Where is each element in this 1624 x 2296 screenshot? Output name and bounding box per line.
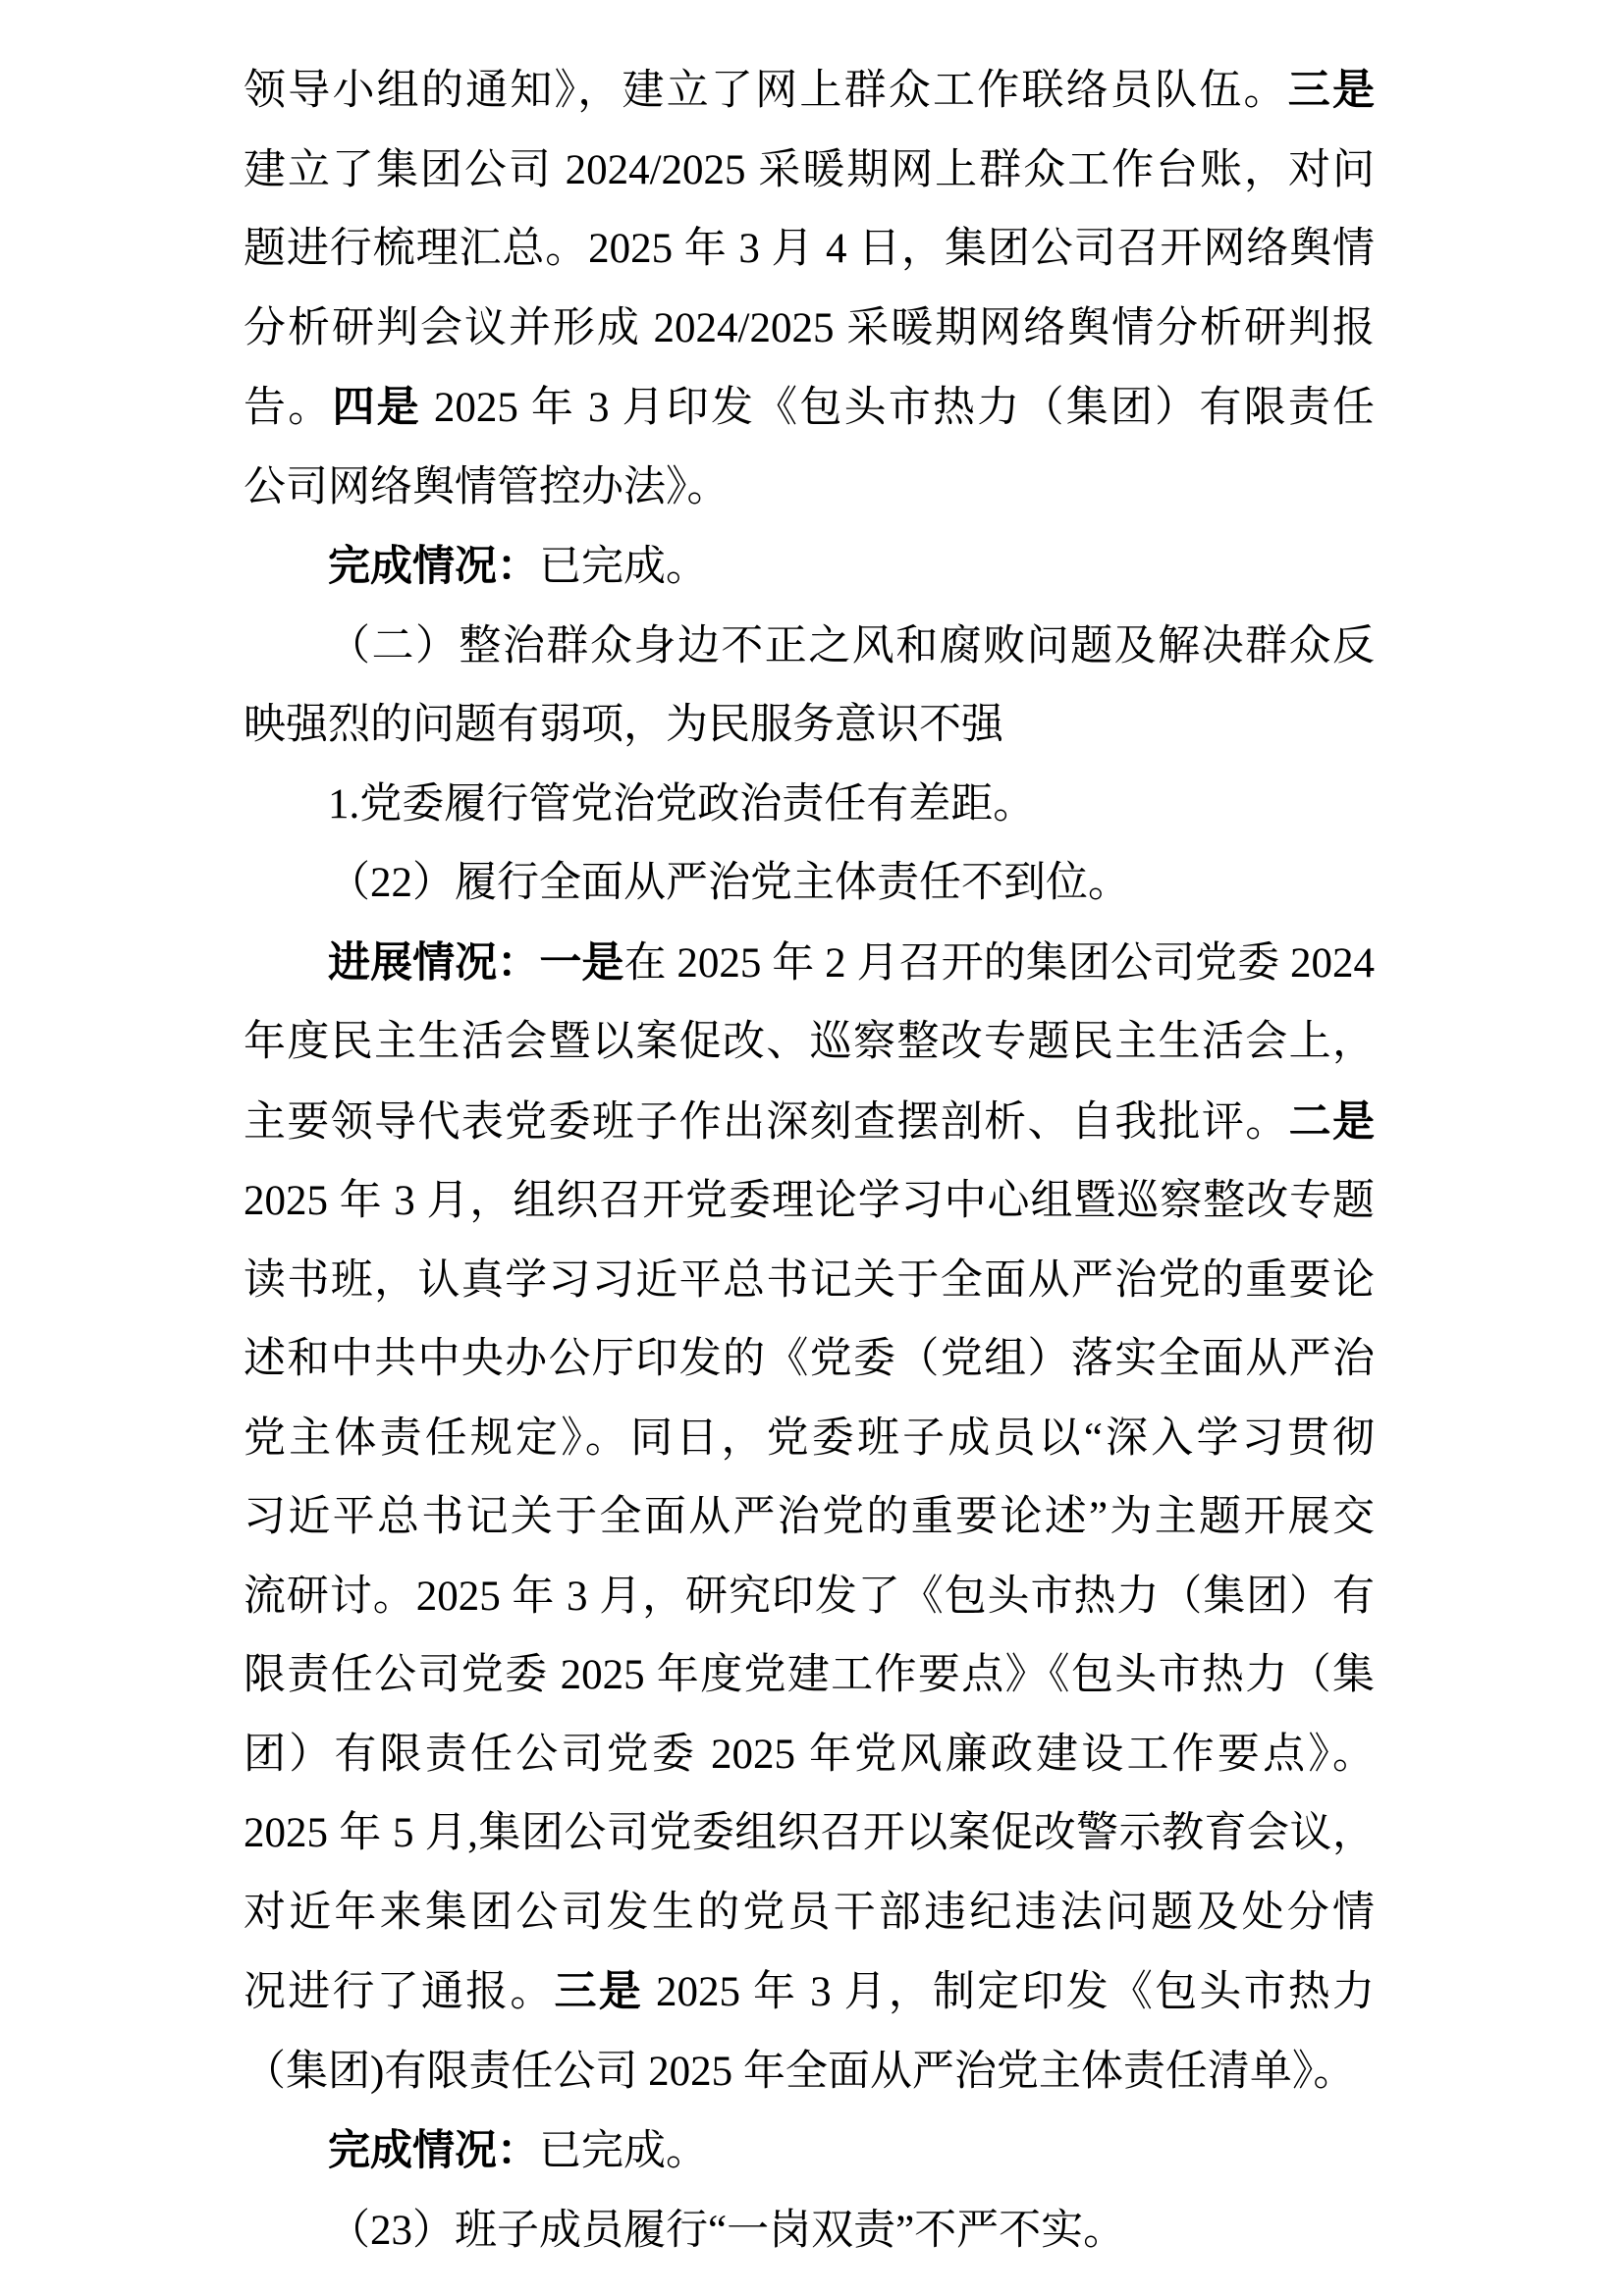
text-line: [244, 1794, 1375, 1874]
text-line: [244, 1083, 1375, 1163]
text-line: [244, 1636, 1375, 1716]
text-line: [244, 449, 1375, 528]
text-line: [244, 766, 1375, 845]
text-line: [244, 1320, 1375, 1400]
emphasis-segment: 四是: [332, 384, 421, 431]
text-line: [244, 1716, 1375, 1795]
text-line: [244, 686, 1375, 766]
text-segment: 习近平总书记关于全面从严治党的重要论述”为主题开展交: [244, 1494, 1375, 1540]
text-line: [244, 1874, 1375, 1953]
text-line: [244, 210, 1375, 290]
text-segment: 分析研判会议并形成 2024/2025 采暖期网络舆情分析研判报: [244, 304, 1375, 351]
text-segment: 况进行了通报。: [244, 1969, 555, 2015]
text-line: [244, 290, 1375, 369]
text-line: [244, 2111, 1375, 2192]
emphasis-segment: 完成情况：: [328, 543, 539, 590]
text-segment: 映强烈的问题有弱项，为民服务意识不强: [244, 702, 1003, 748]
emphasis-segment: 进展情况：一是: [328, 938, 624, 987]
text-segment: 限责任公司党委 2025 年度党建工作要点》《包头市热力（集: [244, 1652, 1375, 1698]
text-segment: 团）有限责任公司党委 2025 年党风廉政建设工作要点》。: [244, 1731, 1375, 1778]
text-segment: 2025 年 5 月,集团公司党委组织召开以案促改警示教育会议，: [244, 1810, 1375, 1856]
text-line: [244, 1558, 1375, 1637]
text-line: [244, 1162, 1375, 1242]
text-line: [244, 1003, 1375, 1083]
emphasis-segment: 三是: [1287, 67, 1376, 114]
emphasis-segment: 二是: [1288, 1097, 1376, 1146]
text-line: [244, 527, 1375, 608]
text-segment: 2025 年 3 月，组织召开党委理论学习中心组暨巡察整改专题: [244, 1178, 1375, 1224]
text-segment: 告。: [244, 385, 333, 431]
text-line: [244, 1242, 1375, 1321]
text-segment: 2025 年 3 月，制定印发《包头市热力: [643, 1969, 1376, 2015]
emphasis-segment: 完成情况：: [328, 2127, 539, 2174]
text-segment: 1.党委履行管党治党政治责任有差距。: [328, 780, 1036, 828]
text-segment: 建立了集团公司 2024/2025 采暖期网上群众工作台账，对问: [244, 146, 1375, 193]
text-segment: 公司网络舆情管控办法》。: [244, 463, 730, 510]
text-segment: （二）整治群众身边不正之风和腐败问题及解决群众反: [328, 622, 1375, 669]
document-body: [244, 51, 1375, 2270]
text-segment: 在 2025 年 2 月召开的集团公司党委 2024: [623, 939, 1376, 987]
emphasis-segment: 三是: [554, 1968, 643, 2015]
text-line: [244, 2033, 1375, 2112]
text-segment: （22）履行全面从严治党主体责任不到位。: [328, 860, 1130, 906]
text-line: [244, 2192, 1375, 2271]
text-segment: 已完成。: [539, 2128, 708, 2174]
text-segment: 年度民主生活会暨以案促改、巡察整改专题民主生活会上，: [244, 1019, 1375, 1065]
text-segment: 2025 年 3 月印发《包头市热力（集团）有限责任: [420, 385, 1376, 431]
text-line: [244, 1952, 1375, 2033]
text-line: [244, 1478, 1375, 1558]
text-line: [244, 51, 1375, 132]
text-segment: 党主体责任规定》。同日，党委班子成员以“深入学习贯彻: [244, 1415, 1375, 1462]
text-line: [244, 1400, 1375, 1479]
text-segment: 述和中共中央办公厅印发的《党委（党组）落实全面从严治: [244, 1336, 1375, 1382]
text-line: [244, 368, 1375, 449]
text-segment: 题进行梳理汇总。2025 年 3 月 4 日，集团公司召开网络舆情: [244, 226, 1375, 272]
text-line: [244, 924, 1375, 1004]
text-segment: 流研讨。2025 年 3 月，研究印发了《包头市热力（集团）有: [244, 1573, 1375, 1620]
text-line: [244, 132, 1375, 211]
text-segment: 主要领导代表党委班子作出深刻查摆剖析、自我批评。: [244, 1098, 1289, 1146]
text-line: [244, 608, 1375, 687]
text-segment: （集团)有限责任公司 2025 年全面从严治党主体责任清单》。: [244, 2048, 1356, 2095]
text-segment: 已完成。: [539, 544, 708, 590]
text-line: [244, 844, 1375, 924]
text-segment: （23）班子成员履行“一岗双责”不严不实。: [328, 2207, 1126, 2254]
text-segment: 对近年来集团公司发生的党员干部违纪违法问题及处分情: [244, 1889, 1375, 1936]
text-segment: 读书班，认真学习习近平总书记关于全面从严治党的重要论: [244, 1256, 1375, 1304]
text-segment: 领导小组的通知》，建立了网上群众工作联络员队伍。: [244, 68, 1288, 114]
